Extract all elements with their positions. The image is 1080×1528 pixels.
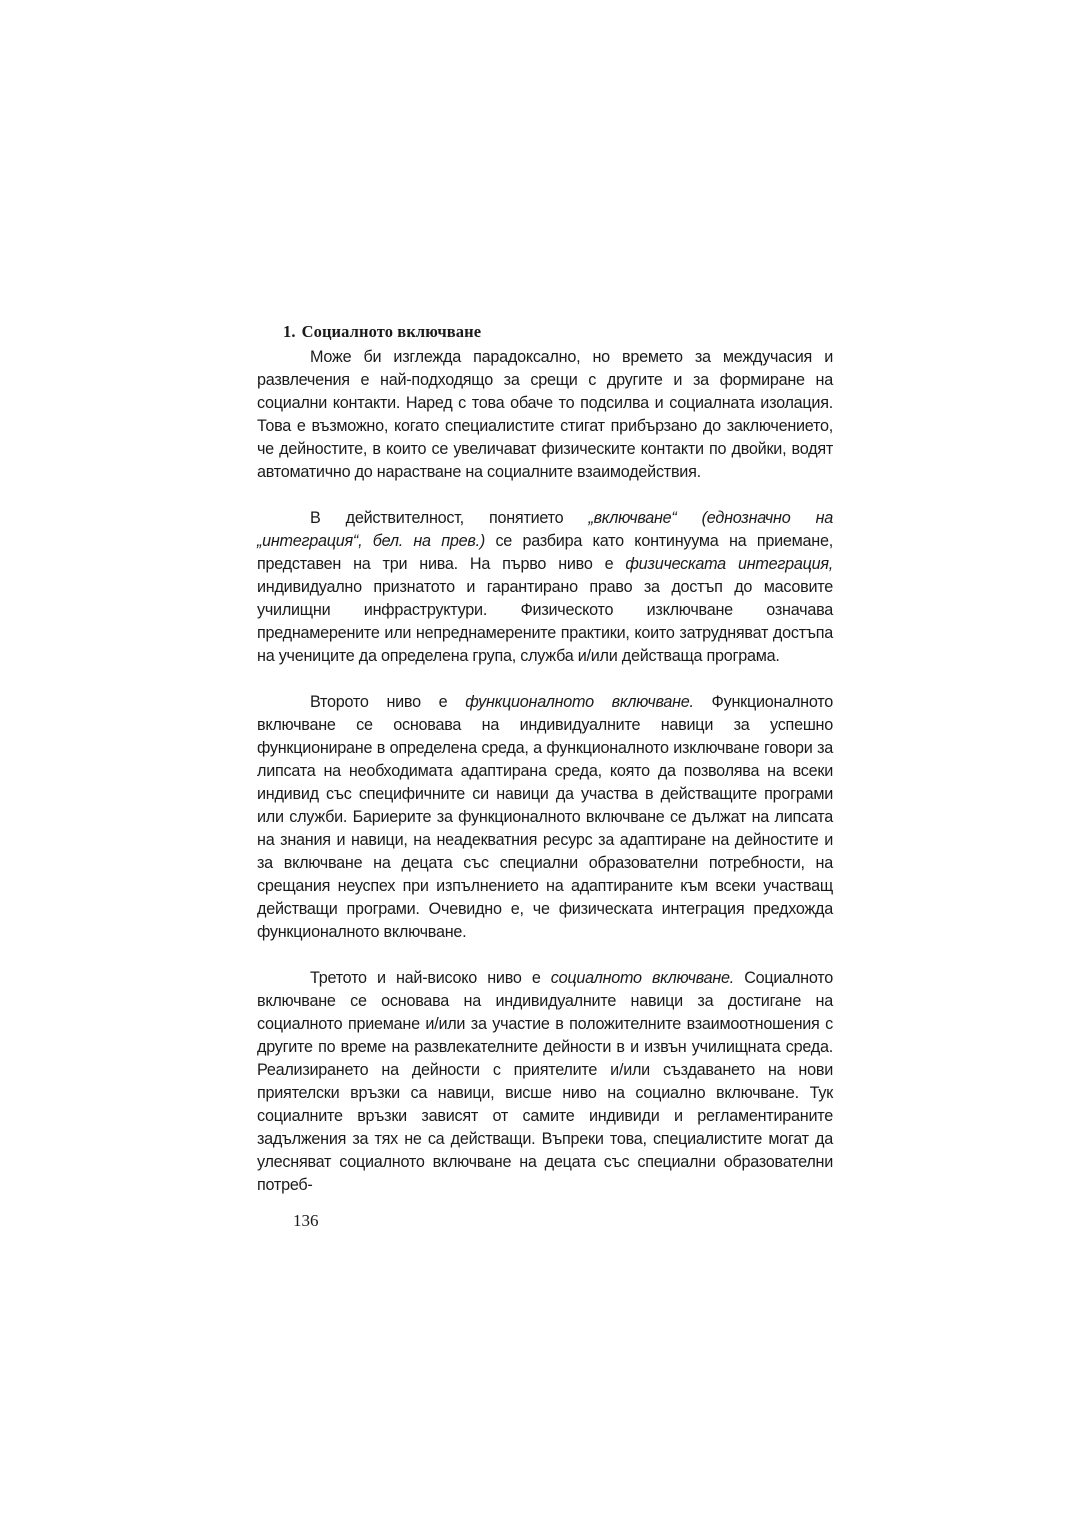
section-number: 1. bbox=[283, 322, 296, 341]
page-content bbox=[257, 320, 833, 1233]
section-title: Социалното включване bbox=[301, 322, 482, 341]
paragraph-3 bbox=[257, 691, 833, 944]
paragraph-2-text-2: се разбира като континуума на приемане, представен на три нива. На първо ниво е bbox=[257, 532, 833, 573]
paragraph-4-text-1: Третото и най-високо ниво е bbox=[310, 969, 551, 987]
paragraph-1-text: Може би изглежда парадоксално, но времето за междучасия и развлечения е най-подходящо за срещи с другите и за формиране на социални контакти. Наред с това обаче то подсилва и социалната изолация. Това е възможно, когато специалистите стигат прибързано до заключението, че дейностите, в които се увеличават физическите контакти по двойки, водят автоматично до нарастване на социалните взаимодействия. bbox=[257, 348, 833, 481]
paragraph-2-text-3: индивидуално признатото и гарантирано право за достъп до масовите училищни инфраструктури. Физическото изключване означава преднамерените или непреднамерените практики, които затрудняват достъпа на учениците да определена група, служба и/или действаща програма. bbox=[257, 578, 833, 665]
paragraph-3-text-1: Второто ниво е bbox=[310, 693, 466, 711]
paragraph-4-italic-1: социалното включване. bbox=[550, 969, 735, 987]
paragraph-2-italic-2: физическата интеграция, bbox=[625, 555, 833, 573]
paragraph-2 bbox=[257, 507, 833, 668]
paragraph-1 bbox=[257, 346, 833, 484]
paragraph-2-italic-1: „включване“ (еднозначно на „интеграция“, бел. на прев.) bbox=[257, 509, 833, 550]
paragraph-4-text-2: Социалното включване се основава на индивидуалните навици за достигане на социалното приемане и/или за участие в положителните взаимоотношения с другите по време на развлекателните дейности в и извън училищната среда. Реализирането на дейности с приятелите и/или създаването на нови приятелски връзки са навици, висше ниво на социално включване. Тук социалните връзки зависят от самите индивиди и регламентираните задължения за тях не са действащи. Въпреки това, специалистите могат да улесняват социалното включване на децата със специални образователни потреб- bbox=[257, 969, 833, 1194]
paragraph-3-text-2: Функционалното включване се основава на индивидуалните навици за успешно функциониране в определена среда, а функционалното изключване говори за липсата на необходимата адаптирана среда, която да позволява на всеки индивид със специфичните си навици да участва в действащите програми или служби. Бариерите за функционалното включване се дължат на липсата на знания и навици, на неадекватния ресурс за адаптиране на дейностите и за включване на децата със специални образователни потребности, на срещания неуспех при изпълнението на адаптираните към всеки участващ действащи програми. Очевидно е, че физическата интеграция предхожда функционалното включване. bbox=[257, 693, 833, 941]
paragraph-3-italic-1: функционалното включване. bbox=[465, 693, 694, 711]
paragraph-4 bbox=[257, 967, 833, 1197]
paragraph-2-text-1: В действителност, понятието bbox=[310, 509, 589, 527]
page-number: 136 bbox=[293, 1211, 319, 1230]
section-heading bbox=[283, 320, 833, 344]
